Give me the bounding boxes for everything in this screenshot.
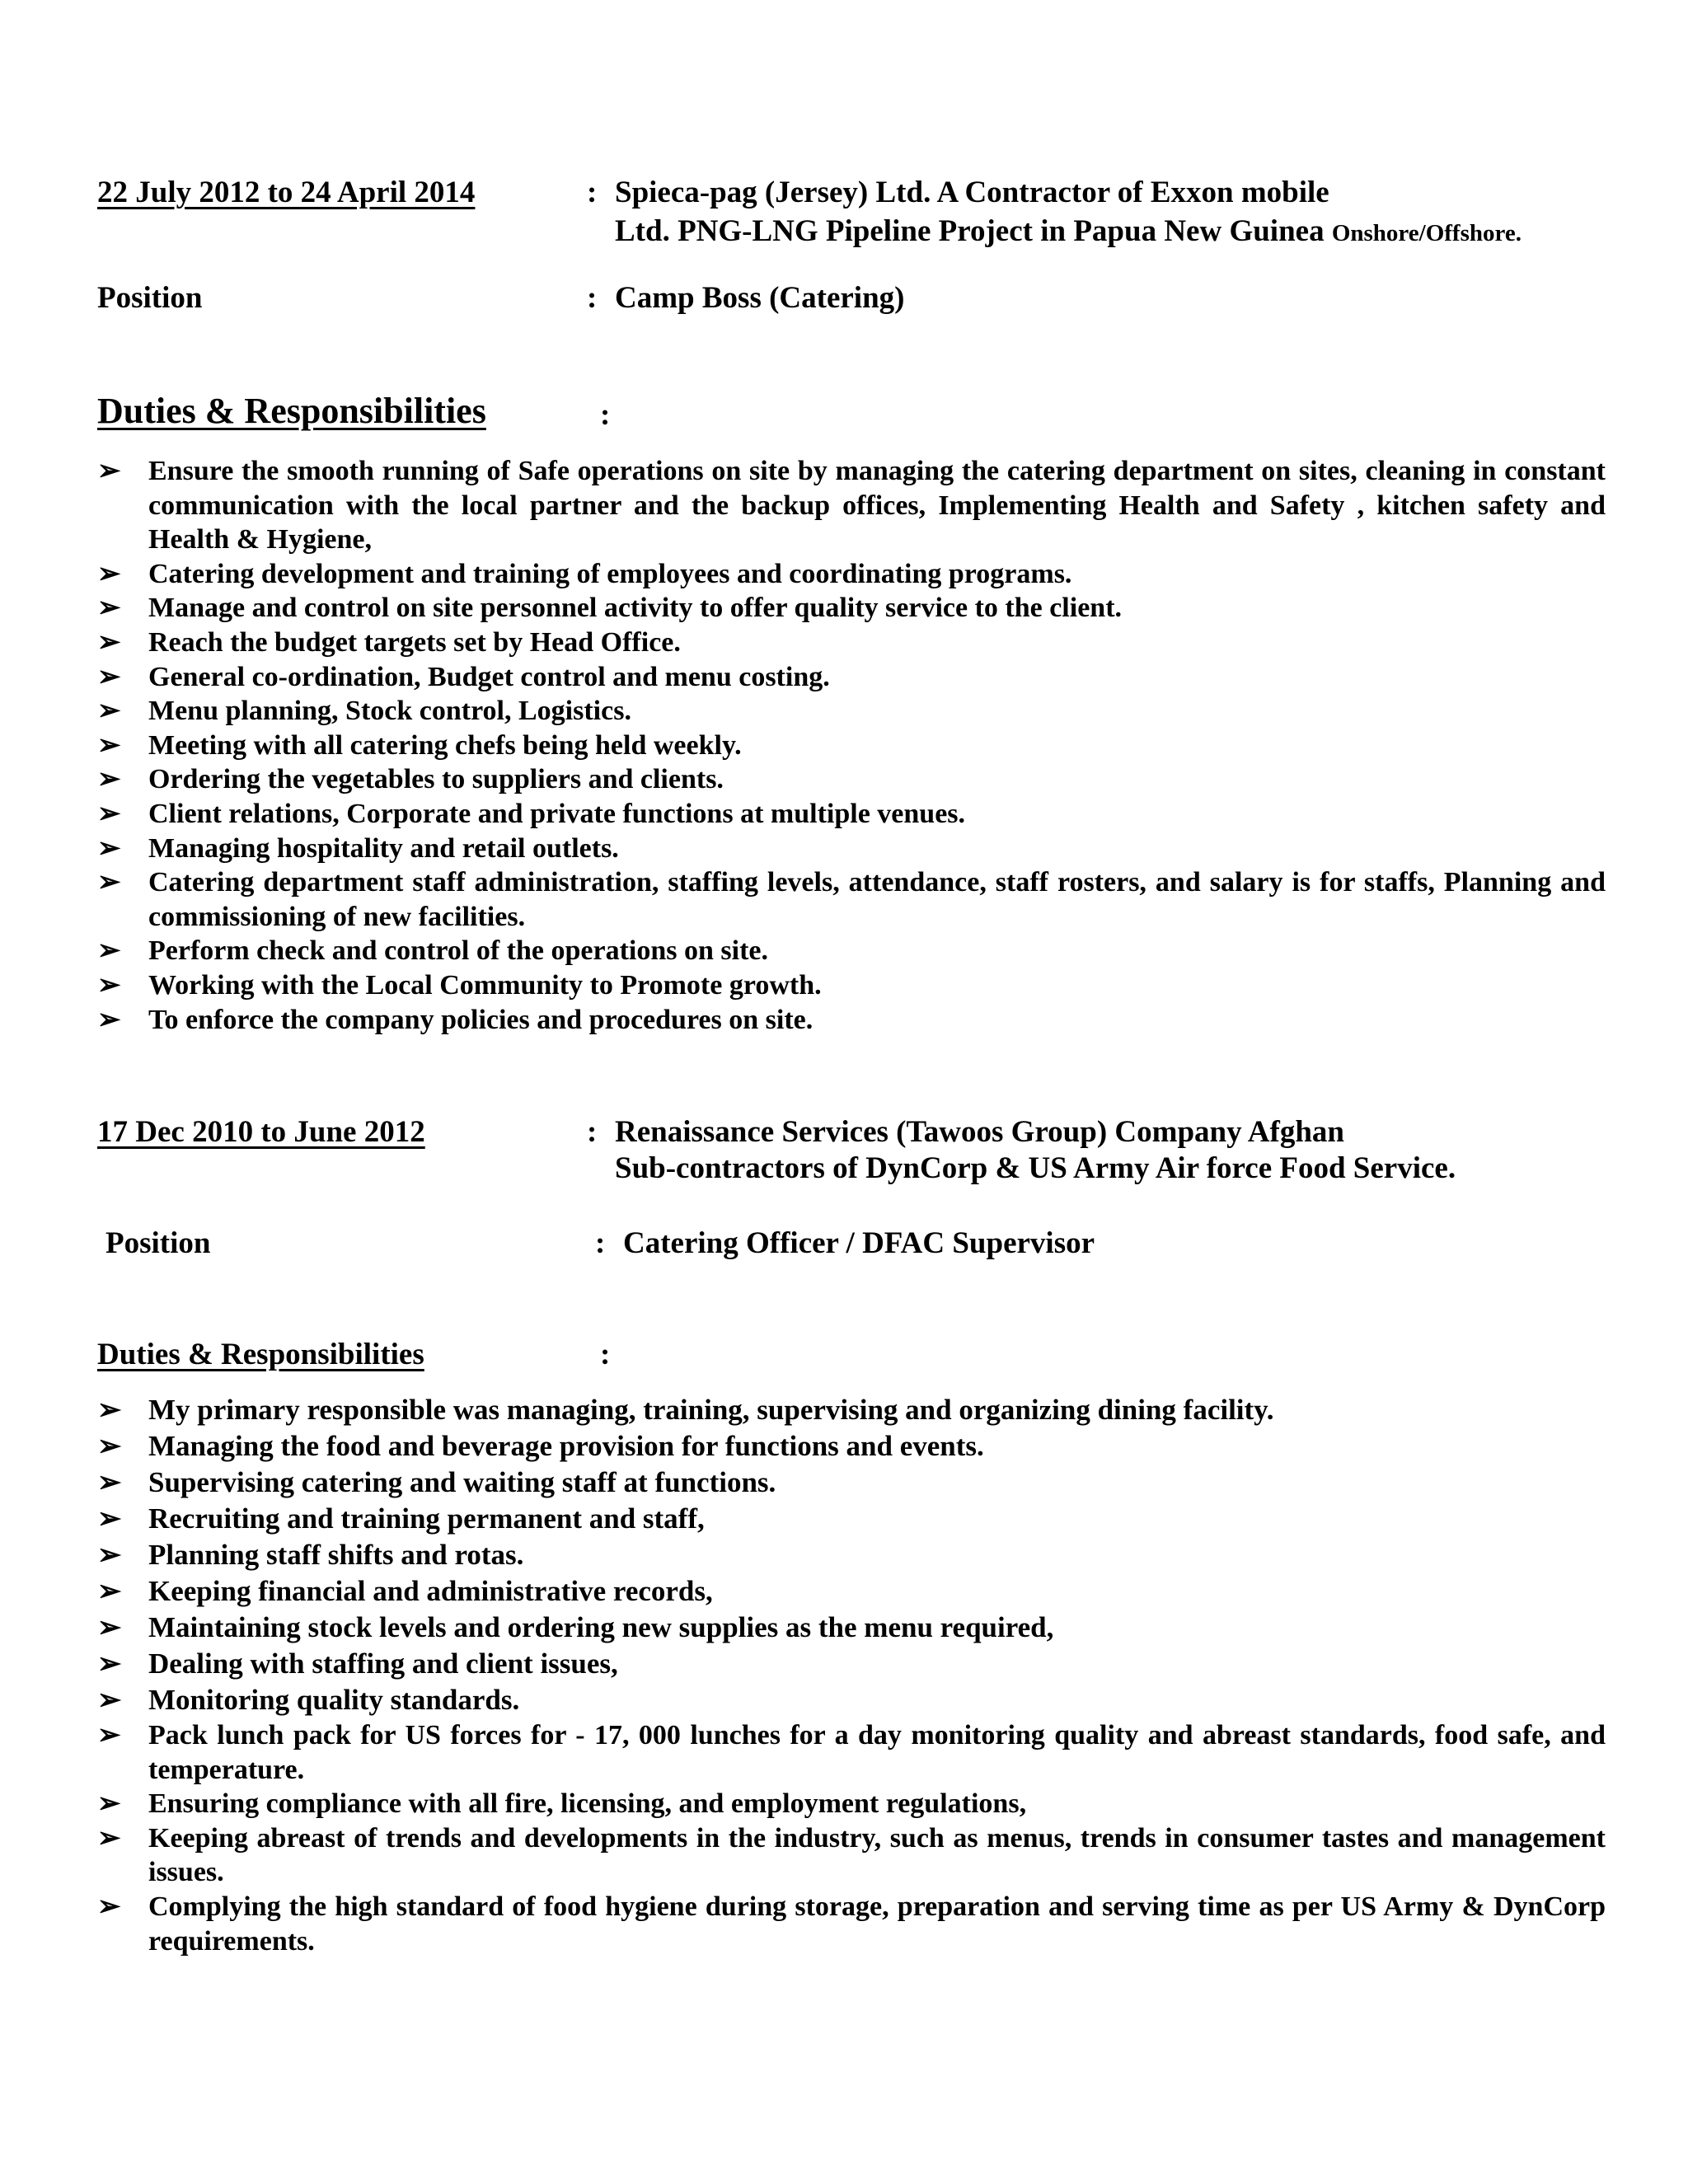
job2-company-line1: Renaissance Services (Tawoos Group) Company Afghan	[615, 1115, 1345, 1149]
bullet-arrow-icon: ➢	[97, 1394, 122, 1426]
bullet-arrow-icon: ➢	[97, 935, 121, 967]
job2-position-label: Position	[106, 1226, 211, 1260]
list-item: ➢ General co-ordination, Budget control and menu costing.	[97, 660, 1606, 695]
list-item: ➢ Menu planning, Stock control, Logistics.	[97, 694, 1606, 729]
job2-position-value: Catering Officer / DFAC Supervisor	[623, 1226, 1095, 1260]
bullet-arrow-icon: ➢	[97, 764, 121, 795]
bullet-arrow-icon: ➢	[97, 832, 121, 864]
job2-duties-heading: Duties & Responsibilities	[97, 1338, 424, 1371]
list-item: ➢ Reach the budget targets set by Head Office.	[97, 626, 1606, 660]
list-item: ➢ Pack lunch pack for US forces for - 17, 000 lunches for a day monitoring quality and abreast standards, food safe, and temperature.	[97, 1720, 1606, 1785]
list-item: ➢ Managing the food and beverage provision for functions and events.	[97, 1428, 1606, 1465]
list-item: ➢ Meeting with all catering chefs being held weekly.	[97, 729, 1606, 763]
list-item: ➢ Ensure the smooth running of Safe operations on site by managing the catering department on sites, cleaning in constant communication with the local partner and the backup offices, Implementing Health and Safety , kitchen safety and Health & Hygiene,	[97, 456, 1606, 555]
job1-position-separator: :	[587, 281, 598, 315]
list-item: ➢ Client relations, Corporate and private functions at multiple venues.	[97, 797, 1606, 832]
list-item: ➢ Catering development and training of employees and coordinating programs.	[97, 557, 1606, 592]
list-item: ➢ Ordering the vegetables to suppliers and clients.	[97, 762, 1606, 797]
bullet-arrow-icon: ➢	[97, 729, 121, 761]
list-item: ➢ Planning staff shifts and rotas.	[97, 1537, 1606, 1573]
list-item: ➢ Keeping financial and administrative records,	[97, 1573, 1606, 1610]
bullet-arrow-icon: ➢	[97, 1611, 122, 1643]
job2-duties-list	[97, 1392, 1606, 1958]
list-item: ➢ Managing hospitality and retail outlets.	[97, 832, 1606, 866]
bullet-arrow-icon: ➢	[97, 1004, 121, 1035]
job2-period: 17 Dec 2010 to June 2012	[97, 1115, 425, 1149]
bullet-arrow-icon: ➢	[97, 1647, 122, 1680]
job2-company-line2: Sub-contractors of DynCorp & US Army Air force Food Service.	[615, 1151, 1456, 1185]
bullet-arrow-icon: ➢	[97, 558, 121, 589]
bullet-arrow-icon: ➢	[97, 626, 121, 658]
bullet-arrow-icon: ➢	[97, 867, 121, 898]
list-item: ➢ Keeping abreast of trends and developments in the industry, such as menus, trends in consumer tastes and management issues.	[97, 1822, 1606, 1888]
list-item: ➢ Supervising catering and waiting staff at functions.	[97, 1465, 1606, 1501]
bullet-arrow-icon: ➢	[97, 1539, 122, 1571]
bullet-arrow-icon: ➢	[97, 969, 121, 1001]
list-item: ➢ Catering department staff administration, staffing levels, attendance, staff rosters, and salary is for staffs, Planning and commissioning of new facilities.	[97, 867, 1606, 932]
bullet-arrow-icon: ➢	[97, 661, 121, 692]
job1-company-line1: Spieca-pag (Jersey) Ltd. A Contractor of Exxon mobile	[615, 176, 1329, 209]
bullet-arrow-icon: ➢	[97, 1822, 121, 1854]
job1-period: 22 July 2012 to 24 April 2014	[97, 176, 476, 209]
bullet-arrow-icon: ➢	[97, 798, 121, 829]
job1-duties-list	[97, 454, 1606, 1037]
bullet-arrow-icon: ➢	[97, 1891, 121, 1922]
bullet-arrow-icon: ➢	[97, 593, 121, 624]
job1-company-line2-text: Ltd. PNG-LNG Pipeline Project in Papua New Guinea	[615, 214, 1325, 248]
bullet-arrow-icon: ➢	[97, 696, 121, 727]
job1-duties-heading: Duties & Responsibilities	[97, 391, 486, 431]
bullet-arrow-icon: ➢	[97, 1430, 122, 1462]
job2-separator: :	[587, 1115, 598, 1149]
bullet-arrow-icon: ➢	[97, 1466, 122, 1498]
job1-company-line2	[615, 213, 1522, 249]
list-item: ➢ Dealing with staffing and client issues,	[97, 1646, 1606, 1682]
list-item: ➢ Perform check and control of the operations on site.	[97, 934, 1606, 968]
job1-separator: :	[587, 176, 598, 209]
job1-duties-separator: :	[600, 398, 611, 432]
list-item: ➢ Manage and control on site personnel activity to offer quality service to the client.	[97, 591, 1606, 626]
job1-company-line2-suffix: Onshore/Offshore.	[1331, 220, 1522, 246]
list-item: ➢ My primary responsible was managing, training, supervising and organizing dining facility.	[97, 1392, 1606, 1428]
bullet-arrow-icon: ➢	[97, 1788, 121, 1820]
job1-position-value: Camp Boss (Catering)	[615, 281, 905, 315]
list-item: ➢ Ensuring compliance with all fire, licensing, and employment regulations,	[97, 1787, 1606, 1821]
list-item: ➢ Complying the high standard of food hygiene during storage, preparation and serving time as per US Army & DynCorp requirements.	[97, 1891, 1606, 1957]
job2-position-separator: :	[595, 1226, 606, 1260]
list-item: ➢ Recruiting and training permanent and staff,	[97, 1501, 1606, 1537]
bullet-arrow-icon: ➢	[97, 1720, 121, 1750]
list-item: ➢ Maintaining stock levels and ordering new supplies as the menu required,	[97, 1610, 1606, 1646]
list-item: ➢ To enforce the company policies and procedures on site.	[97, 1003, 1606, 1038]
list-item: ➢ Monitoring quality standards.	[97, 1682, 1606, 1718]
bullet-arrow-icon: ➢	[97, 1684, 122, 1716]
job1-position-label: Position	[97, 281, 203, 315]
bullet-arrow-icon: ➢	[97, 1575, 122, 1607]
job2-duties-separator: :	[600, 1338, 611, 1371]
bullet-arrow-icon: ➢	[97, 1502, 122, 1535]
bullet-arrow-icon: ➢	[97, 456, 121, 486]
list-item: ➢ Working with the Local Community to Promote growth.	[97, 968, 1606, 1003]
